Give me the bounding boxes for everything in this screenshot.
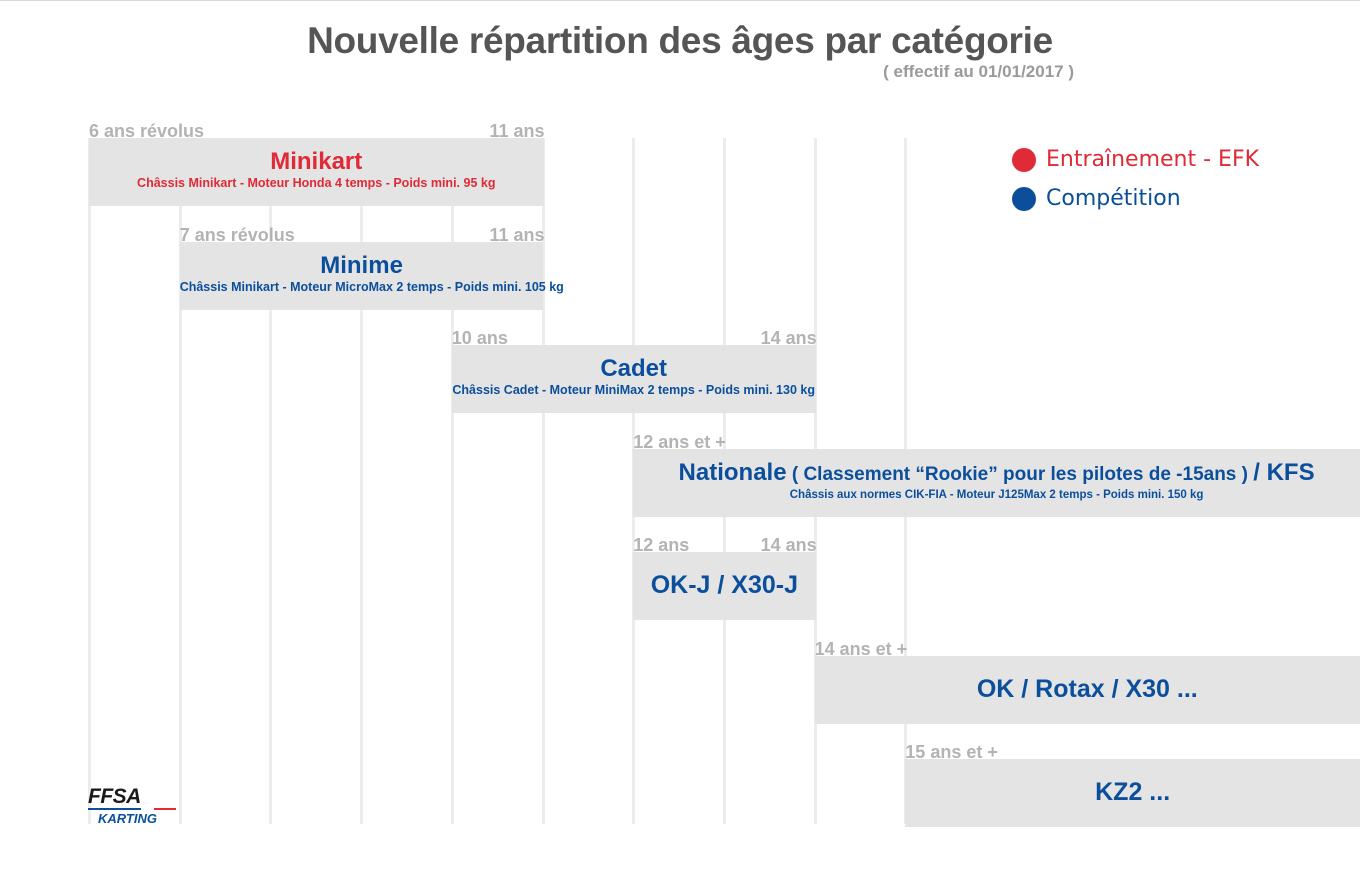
category-name bbox=[905, 777, 1360, 807]
category-text bbox=[89, 148, 544, 190]
age-label-start: 7 ans révolus bbox=[179, 224, 295, 245]
category-bar-minime bbox=[179, 242, 564, 310]
category-text bbox=[815, 674, 1360, 704]
category-name-main: Cadet bbox=[600, 355, 668, 382]
logo-sub: KARTING bbox=[98, 811, 157, 826]
category-detail: Châssis aux normes CIK-FIA - Moteur J125Max 2 temps - Poids mini. 150 kg bbox=[789, 488, 1204, 501]
category-name-suffix: / KFS bbox=[1253, 458, 1315, 486]
top-rule bbox=[0, 0, 1360, 1]
age-label-end: 11 ans bbox=[489, 224, 545, 245]
age-label-start: 15 ans et + bbox=[905, 742, 998, 762]
legend-dot-entrainement bbox=[1012, 148, 1036, 172]
logo-brand: FFSA bbox=[88, 785, 141, 808]
category-detail: Châssis Minikart - Moteur MicroMax 2 temps - Poids mini. 105 kg bbox=[179, 279, 564, 294]
category-name bbox=[180, 252, 544, 280]
category-name bbox=[815, 674, 1360, 704]
category-name-main: OK-J / X30-J bbox=[650, 571, 799, 599]
category-bar-kz2 bbox=[905, 759, 1360, 827]
age-label-start: 6 ans révolus bbox=[89, 121, 205, 141]
legend-item-competition bbox=[1012, 179, 1259, 218]
category-text bbox=[179, 251, 564, 294]
age-label-start: 12 ans bbox=[633, 535, 690, 555]
category-name bbox=[633, 459, 1360, 489]
category-name-main: OK / Rotax / X30 ... bbox=[976, 674, 1198, 703]
category-name bbox=[452, 355, 816, 383]
category-name bbox=[633, 570, 815, 600]
ffsa-karting-logo bbox=[88, 787, 188, 827]
category-name-main: Minikart bbox=[270, 148, 363, 175]
category-bar-minikart bbox=[89, 138, 544, 206]
age-label-start: 14 ans et + bbox=[814, 638, 908, 659]
age-label-end: 14 ans bbox=[760, 535, 817, 555]
legend-item-entrainement bbox=[1012, 140, 1259, 179]
legend-label: Compétition bbox=[1046, 186, 1181, 211]
category-detail: Châssis Cadet - Moteur MiniMax 2 temps - Poids mini. 130 kg bbox=[452, 383, 815, 397]
legend-dot-competition bbox=[1012, 187, 1036, 211]
category-text bbox=[633, 459, 1360, 501]
age-label-start: 10 ans bbox=[451, 328, 508, 348]
category-text bbox=[452, 355, 816, 397]
age-label-end: 14 ans bbox=[760, 328, 817, 348]
category-bar-ok-j-x30-j bbox=[633, 552, 815, 620]
category-name-main: Nationale bbox=[678, 458, 787, 486]
category-bar-ok-rotax-x30 bbox=[815, 656, 1360, 724]
age-label-start: 12 ans et + bbox=[633, 431, 726, 452]
legend-label: Entraînement - EFK bbox=[1046, 147, 1260, 172]
logo-stripe bbox=[88, 808, 176, 810]
category-name-main: Minime bbox=[320, 251, 403, 279]
legend bbox=[1012, 140, 1259, 218]
category-detail: Châssis Minikart - Moteur Honda 4 temps - Poids mini. 95 kg bbox=[137, 176, 496, 190]
category-bar-cadet bbox=[452, 345, 816, 413]
category-name-main: KZ2 ... bbox=[1095, 778, 1171, 806]
gridline-age-6 bbox=[88, 138, 91, 824]
category-bar-nationale bbox=[633, 449, 1360, 517]
category-text bbox=[633, 570, 815, 600]
category-name bbox=[89, 148, 544, 176]
category-name-note: ( Classement “Rookie” pour les pilotes de -15ans ) bbox=[786, 463, 1254, 485]
page-subtitle: ( effectif au 01/01/2017 ) bbox=[883, 62, 1074, 81]
category-text bbox=[905, 777, 1360, 807]
age-label-end: 11 ans bbox=[489, 121, 545, 141]
page-title: Nouvelle répartition des âges par catégorie bbox=[307, 20, 1053, 61]
